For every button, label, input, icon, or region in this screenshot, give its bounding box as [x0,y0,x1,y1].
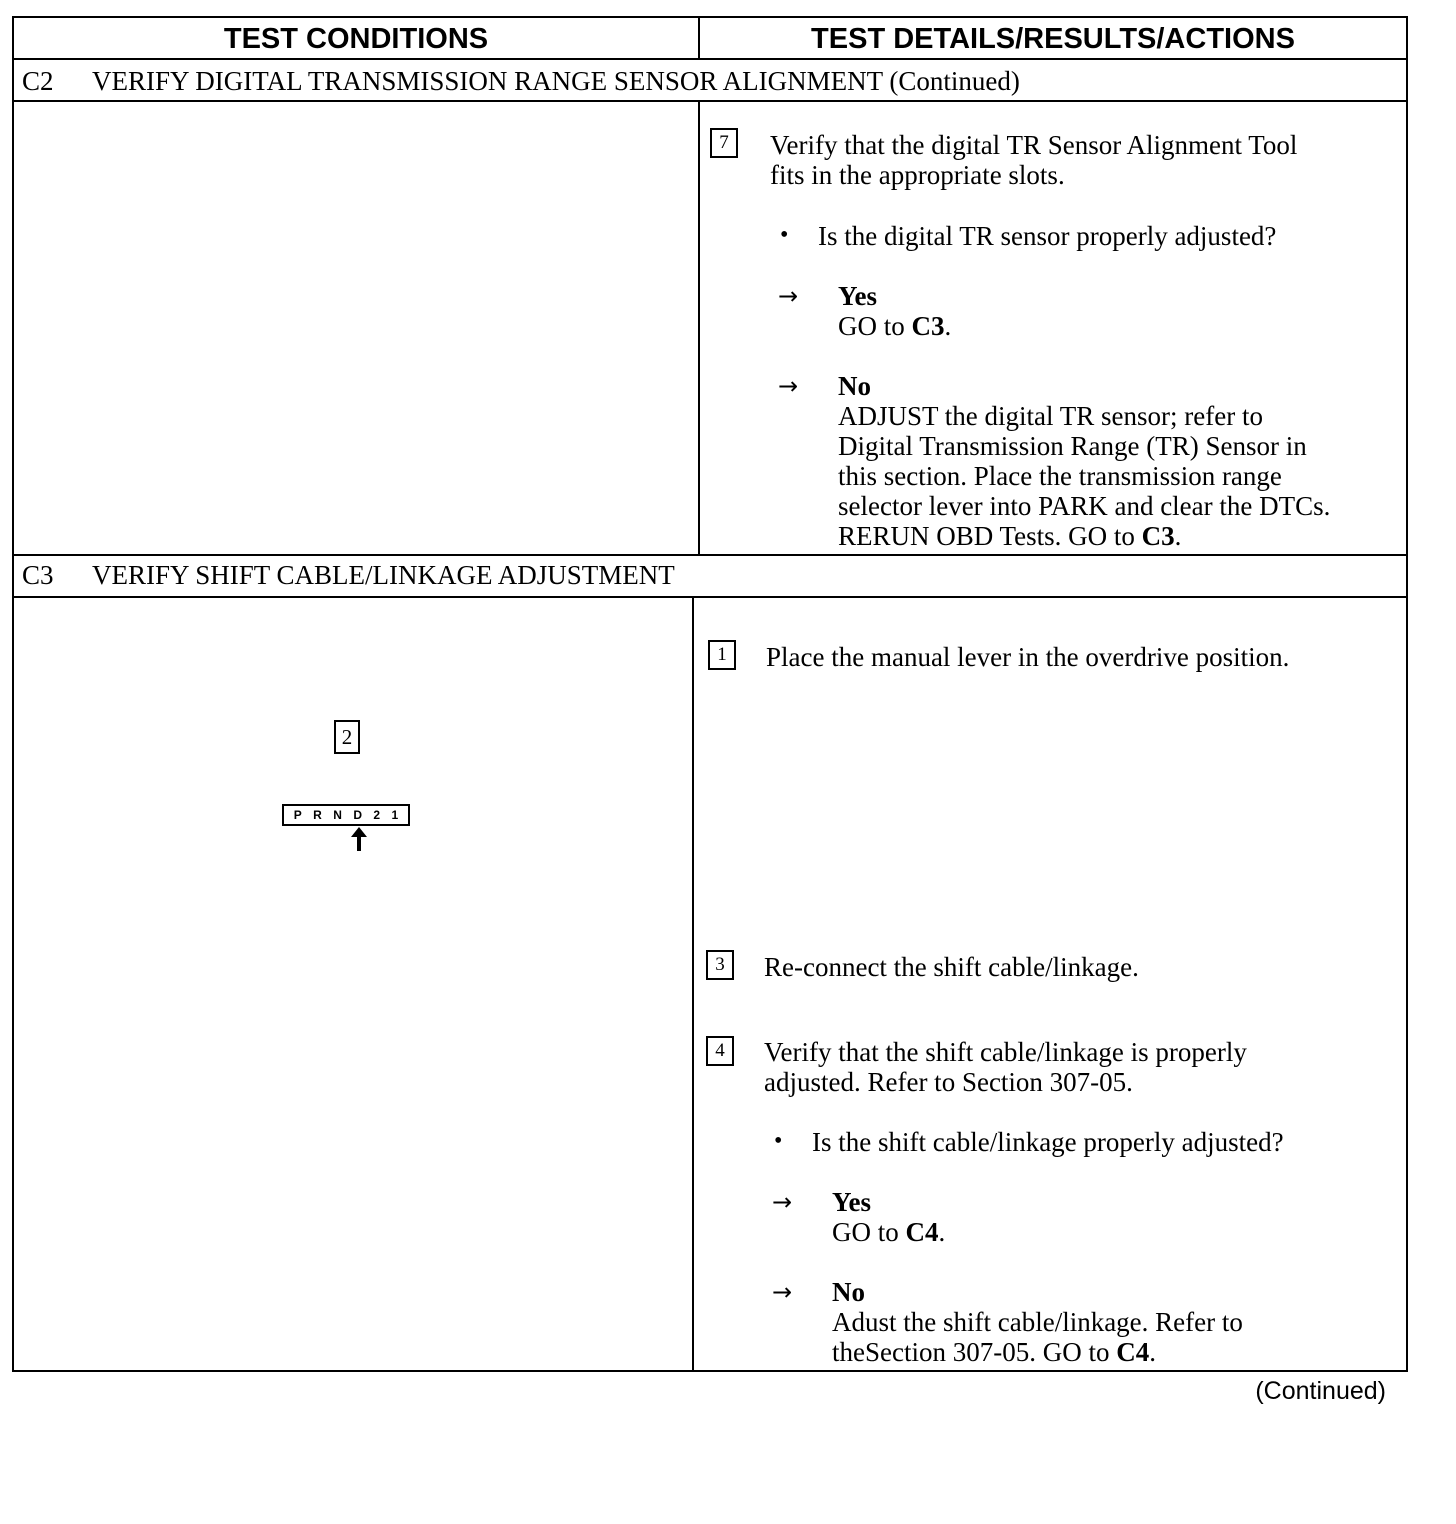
column-divider-c3 [692,596,694,1372]
step-7-question: Is the digital TR sensor properly adjusted? [818,221,1277,251]
step-7-yes-label: Yes [838,281,877,311]
step-1-text: Place the manual lever in the overdrive position. [766,642,1290,672]
step-7-no-line2: Digital Transmission Range (TR) Sensor in [838,431,1307,461]
step-4-yes-action-text: GO to [832,1217,906,1247]
step-4-no-arrow: → [772,1278,793,1306]
step-7-text-line1: Verify that the digital TR Sensor Alignment Tool [770,130,1298,160]
step-7-yes-action [838,311,951,341]
step-7-yes-action-code: C3 [911,311,945,341]
step-4-no-line1: Adust the shift cable/linkage. Refer to [832,1307,1243,1337]
step-7-yes-arrow: → [778,282,799,310]
step-7-no-line5-text: RERUN OBD Tests. GO to [838,521,1142,551]
gear-letter-2: 2 [373,808,381,822]
gear-letter-1: 1 [391,808,399,822]
header-test-conditions: TEST CONDITIONS [223,22,489,55]
step-4-no-line2-end: . [1149,1337,1156,1367]
step-4-no-line2 [832,1337,1156,1367]
column-divider-c2 [698,100,700,556]
step-4-no-label: No [832,1277,865,1307]
step-7-no-line5-code: C3 [1141,521,1175,551]
section-title-c2 [22,66,1020,97]
gear-letter-d: D [353,808,362,822]
step-4-text-line2: adjusted. Refer to Section 307-05. [764,1067,1133,1097]
step-4-yes-action-end: . [938,1217,946,1247]
section-title-c3 [22,560,675,591]
header-test-details: TEST DETAILS/RESULTS/ACTIONS [811,22,1295,55]
step-7-no-line5 [838,521,1181,551]
step-7-no-arrow: → [778,372,799,400]
step-7-no-line3: this section. Place the transmission range [838,461,1282,491]
step-3-text: Re-connect the shift cable/linkage. [764,952,1139,982]
step-4-yes-action [832,1217,945,1247]
step-4-question: Is the shift cable/linkage properly adjusted? [812,1127,1284,1157]
step-7-yes-action-text: GO to [838,311,912,341]
step-3-badge: 3 [706,950,734,980]
step-7-bullet: • [780,222,789,248]
c3-title-divider [12,596,1408,598]
gear-indicator [282,804,410,826]
step-4-yes-action-code: C4 [905,1217,939,1247]
figure-step-2-badge: 2 [334,720,360,754]
c2-title-divider [12,100,1408,102]
step-4-no-line2-code: C4 [1116,1337,1150,1367]
section-heading-c2: VERIFY DIGITAL TRANSMISSION RANGE SENSOR ALIGNMENT (Continued) [92,66,1020,96]
up-arrow-icon [350,826,368,852]
section-heading-c3: VERIFY SHIFT CABLE/LINKAGE ADJUSTMENT [92,560,675,590]
step-7-no-line4: selector lever into PARK and clear the DTCs. [838,491,1331,521]
step-1-badge: 1 [708,640,736,670]
step-7-yes-action-end: . [944,311,952,341]
step-4-no-line2-text: theSection 307-05. GO to [832,1337,1117,1367]
continued-footer: (Continued) [1255,1377,1386,1405]
section-code-c2: C2 [22,66,54,96]
gear-letter-p: P [293,808,302,822]
step-7-text-line2: fits in the appropriate slots. [770,160,1065,190]
step-4-badge: 4 [706,1036,734,1066]
step-7-no-line1: ADJUST the digital TR sensor; refer to [838,401,1263,431]
step-7-no-line5-end: . [1174,521,1182,551]
table-frame [12,16,1408,1372]
step-4-yes-arrow: → [772,1188,793,1216]
step-4-text-line1: Verify that the shift cable/linkage is properly [764,1037,1247,1067]
c2-bottom-divider [12,554,1408,556]
section-code-c3: C3 [22,560,54,590]
step-7-badge: 7 [710,128,738,158]
step-7-no-label: No [838,371,871,401]
gear-letter-r: R [313,808,322,822]
gear-letter-n: N [333,808,342,822]
step-4-yes-label: Yes [832,1187,871,1217]
step-4-bullet: • [774,1128,783,1154]
